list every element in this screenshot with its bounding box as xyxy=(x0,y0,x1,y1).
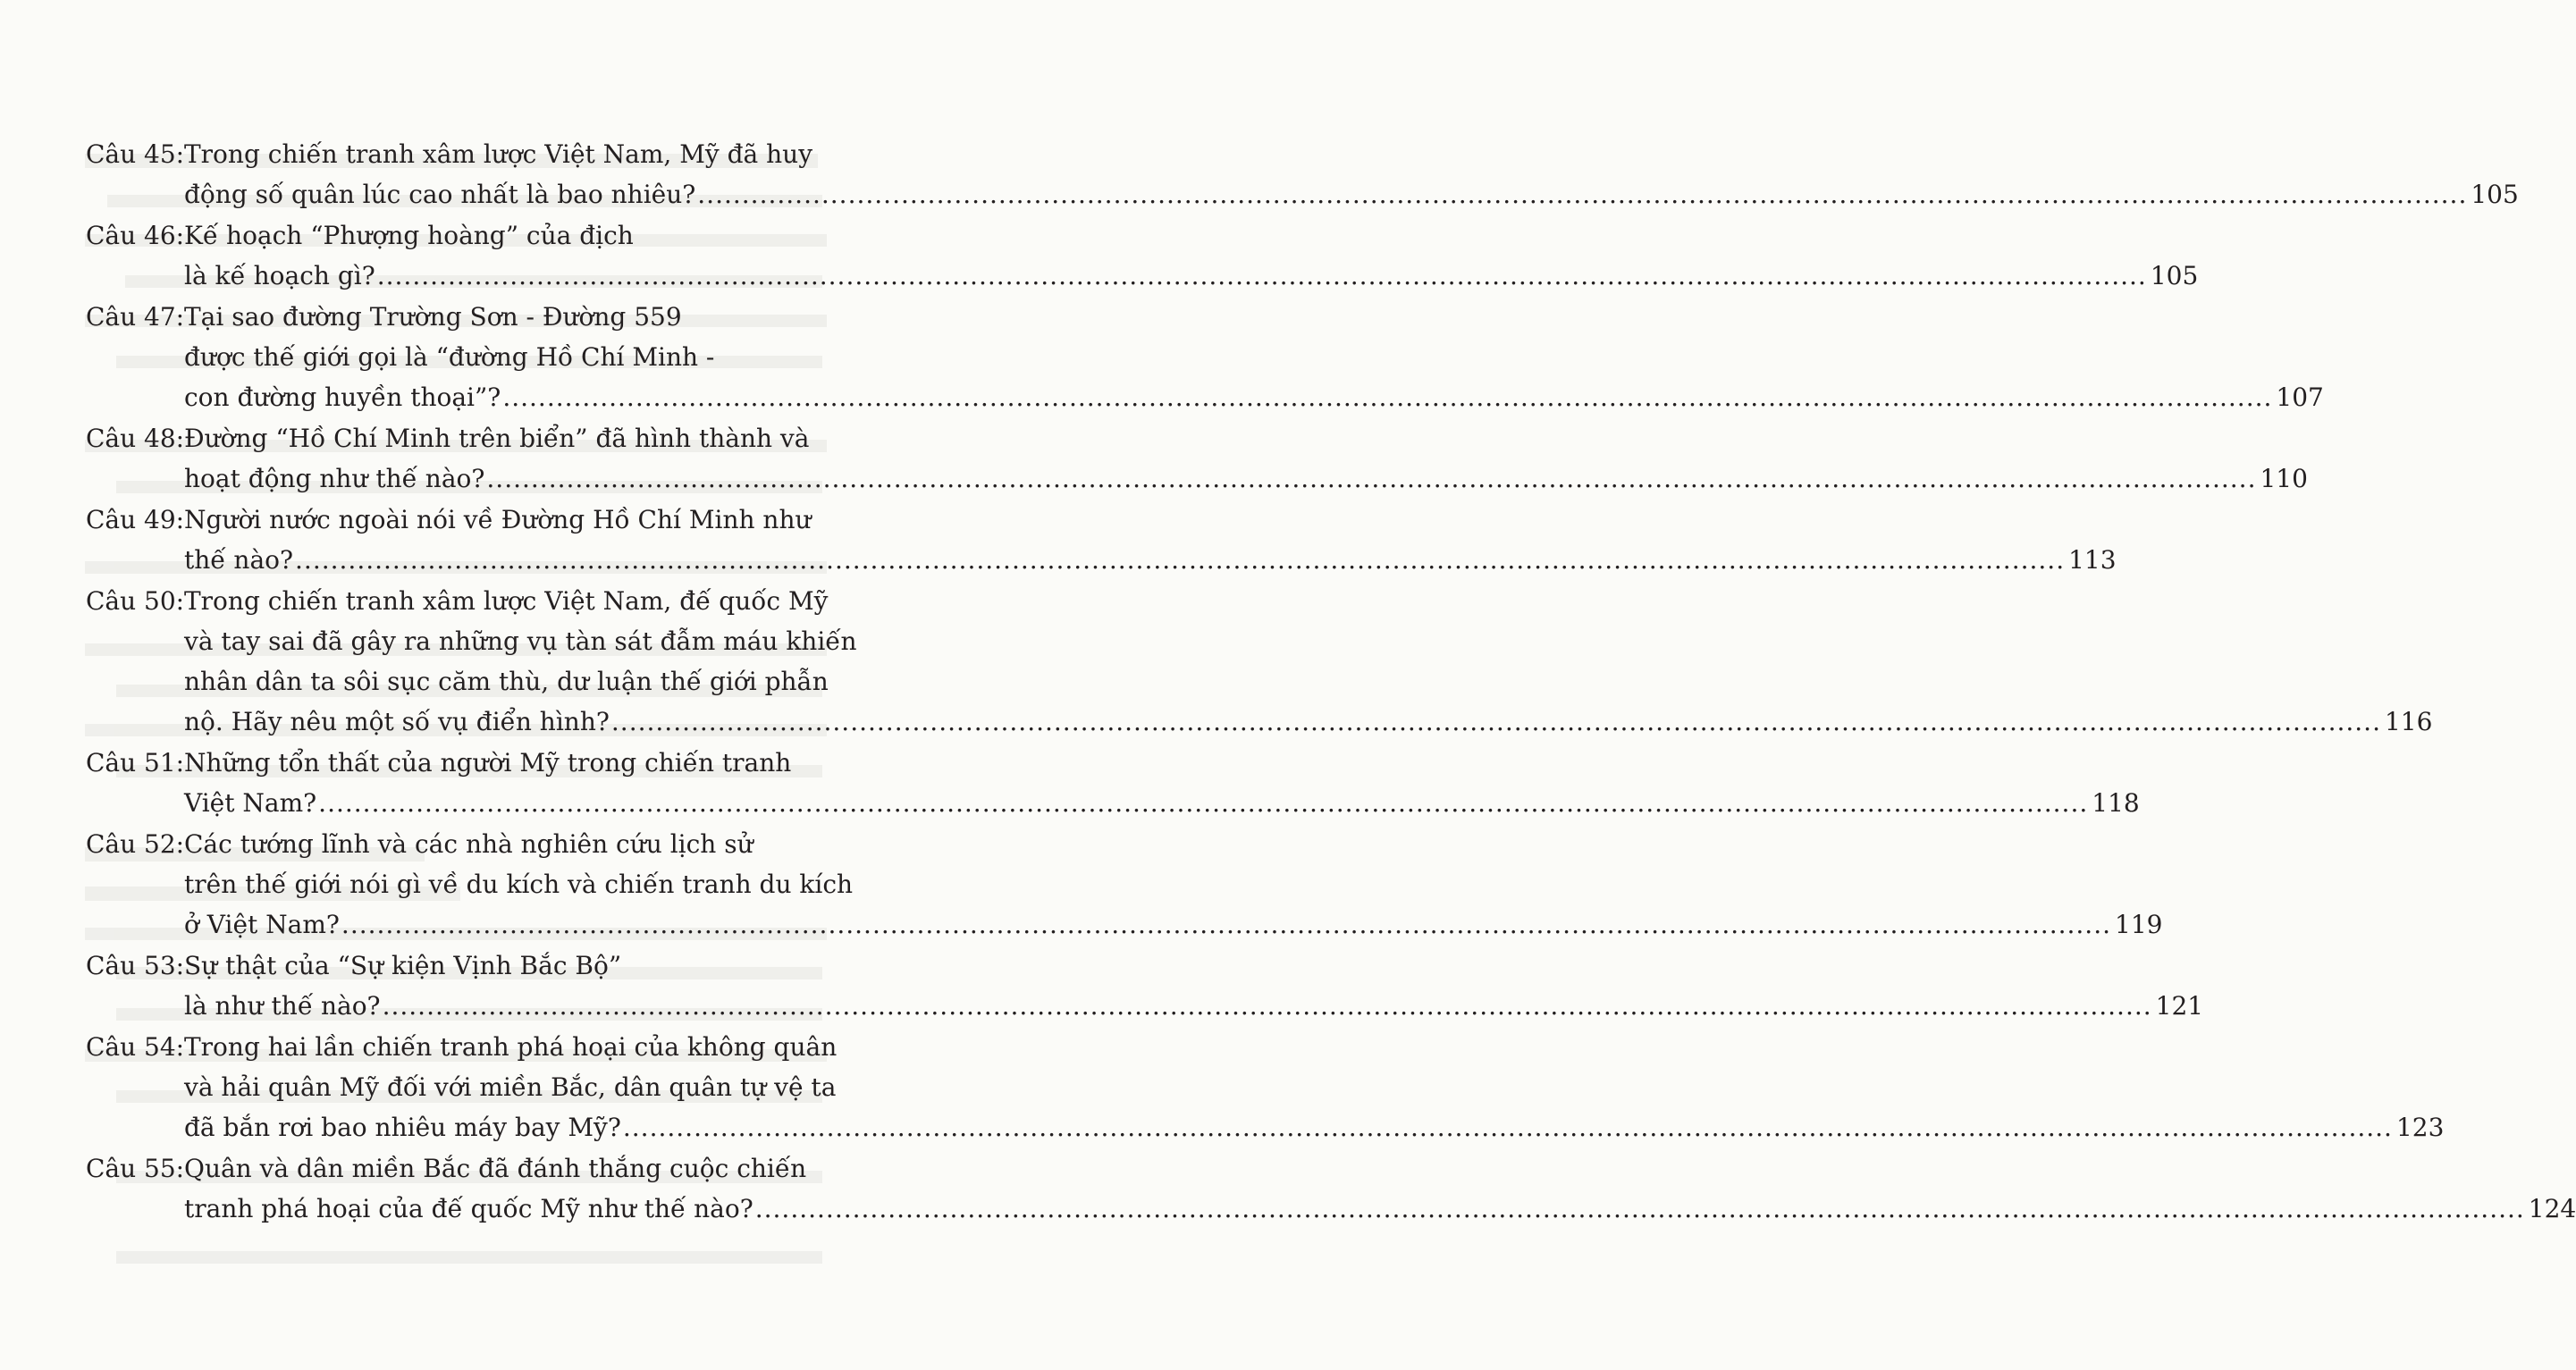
toc-entry xyxy=(86,297,2324,417)
dot-leader: ........................................................................................................................................................................................................ xyxy=(341,910,2111,939)
question-text-line: nhân dân ta sôi sục căm thù, dư luận thế giới phẫn xyxy=(184,667,829,696)
question-number: Câu 50: xyxy=(86,586,185,616)
dot-leader: ........................................................................................................................................................................................................ xyxy=(376,261,2147,290)
question-text-last-line: hoạt động như thế nào? xyxy=(184,464,485,493)
toc-entry xyxy=(86,1148,2576,1229)
dot-leader: ........................................................................................................................................................................................................ xyxy=(610,707,2381,736)
question-text-last-line: thế nào? xyxy=(184,545,294,575)
question-number: Câu 53: xyxy=(86,951,185,980)
question-text-last-line: Việt Nam? xyxy=(184,788,317,818)
page-number: 105 xyxy=(2150,261,2199,290)
page-number: 119 xyxy=(2115,910,2163,939)
page-number: 123 xyxy=(2395,1113,2445,1142)
question-number: Câu 49: xyxy=(86,505,185,534)
question-text-last-line: là kế hoạch gì? xyxy=(184,261,375,290)
dot-leader: ........................................................................................................................................................................................................ xyxy=(486,464,2257,493)
page-number: 107 xyxy=(2276,382,2324,412)
page-number: 110 xyxy=(2260,464,2308,493)
question-text-line: và tay sai đã gây ra những vụ tàn sát đẫm máu khiến xyxy=(184,626,857,656)
toc-entry xyxy=(86,134,2519,214)
toc-entry xyxy=(86,743,2140,823)
dot-leader: ........................................................................................................................................................................................................ xyxy=(295,545,2066,575)
dot-leader: ........................................................................................................................................................................................................ xyxy=(318,788,2089,818)
question-text-line: Trong chiến tranh xâm lược Việt Nam, đế quốc Mỹ xyxy=(184,586,829,616)
question-text-last-line: tranh phá hoại của đế quốc Mỹ như thế nào? xyxy=(184,1194,753,1223)
question-number: Câu 47: xyxy=(86,302,185,332)
page-number: 116 xyxy=(2384,707,2433,736)
toc-entry xyxy=(86,418,2308,499)
question-text-line: Trong chiến tranh xâm lược Việt Nam, Mỹ đã huy xyxy=(184,139,813,169)
question-text-line: Đường “Hồ Chí Minh trên biển” đã hình thành và xyxy=(184,424,810,453)
table-of-contents xyxy=(86,134,2576,1230)
toc-entry xyxy=(86,581,2433,742)
page-number: 113 xyxy=(2068,545,2117,575)
question-text-last-line: là như thế nào? xyxy=(184,991,381,1021)
page-number: 105 xyxy=(2471,180,2519,209)
question-text-line: Các tướng lĩnh và các nhà nghiên cứu lịch sử xyxy=(184,829,753,859)
toc-entry xyxy=(86,500,2117,580)
question-text-line: Tại sao đường Trường Sơn - Đường 559 xyxy=(184,302,682,332)
question-text-line: Người nước ngoài nói về Đường Hồ Chí Minh như xyxy=(184,505,812,534)
toc-entry xyxy=(86,215,2199,296)
toc-entry xyxy=(86,1027,2445,1147)
question-number: Câu 51: xyxy=(86,748,185,777)
question-text-line: Kế hoạch “Phượng hoàng” của địch xyxy=(184,221,634,250)
question-number: Câu 55: xyxy=(86,1154,185,1183)
question-text-line: được thế giới gọi là “đường Hồ Chí Minh - xyxy=(184,342,715,372)
dot-leader: ........................................................................................................................................................................................................ xyxy=(382,991,2152,1021)
question-text-last-line: nộ. Hãy nêu một số vụ điển hình? xyxy=(184,707,610,736)
question-text-line: Trong hai lần chiến tranh phá hoại của không quân xyxy=(184,1032,838,1062)
question-text-line: trên thế giới nói gì về du kích và chiến tranh du kích xyxy=(184,870,854,899)
question-number: Câu 54: xyxy=(86,1032,185,1062)
question-number: Câu 52: xyxy=(86,829,185,859)
question-text-last-line: con đường huyền thoại”? xyxy=(184,382,501,412)
question-text-line: và hải quân Mỹ đối với miền Bắc, dân quân tự vệ ta xyxy=(184,1072,837,1102)
question-text-last-line: ở Việt Nam? xyxy=(184,910,340,939)
question-text-last-line: động số quân lúc cao nhất là bao nhiêu? xyxy=(184,180,696,209)
question-number: Câu 45: xyxy=(86,139,185,169)
question-number: Câu 46: xyxy=(86,221,185,250)
dot-leader: ........................................................................................................................................................................................................ xyxy=(754,1194,2525,1223)
toc-entry xyxy=(86,824,2163,945)
question-text-line: Quân và dân miền Bắc đã đánh thắng cuộc chiến xyxy=(184,1154,807,1183)
page-number: 118 xyxy=(2092,788,2140,818)
question-text-line: Sự thật của “Sự kiện Vịnh Bắc Bộ” xyxy=(184,951,622,980)
toc-entry xyxy=(86,946,2204,1026)
page-number: 121 xyxy=(2155,991,2204,1021)
question-text-last-line: đã bắn rơi bao nhiêu máy bay Mỹ? xyxy=(184,1113,621,1142)
question-number: Câu 48: xyxy=(86,424,185,453)
page-number: 124 xyxy=(2528,1194,2576,1223)
dot-leader: ........................................................................................................................................................................................................ xyxy=(622,1113,2393,1142)
question-text-line: Những tổn thất của người Mỹ trong chiến tranh xyxy=(184,748,792,777)
dot-leader: ........................................................................................................................................................................................................ xyxy=(502,382,2273,412)
dot-leader: ........................................................................................................................................................................................................ xyxy=(697,180,2468,209)
